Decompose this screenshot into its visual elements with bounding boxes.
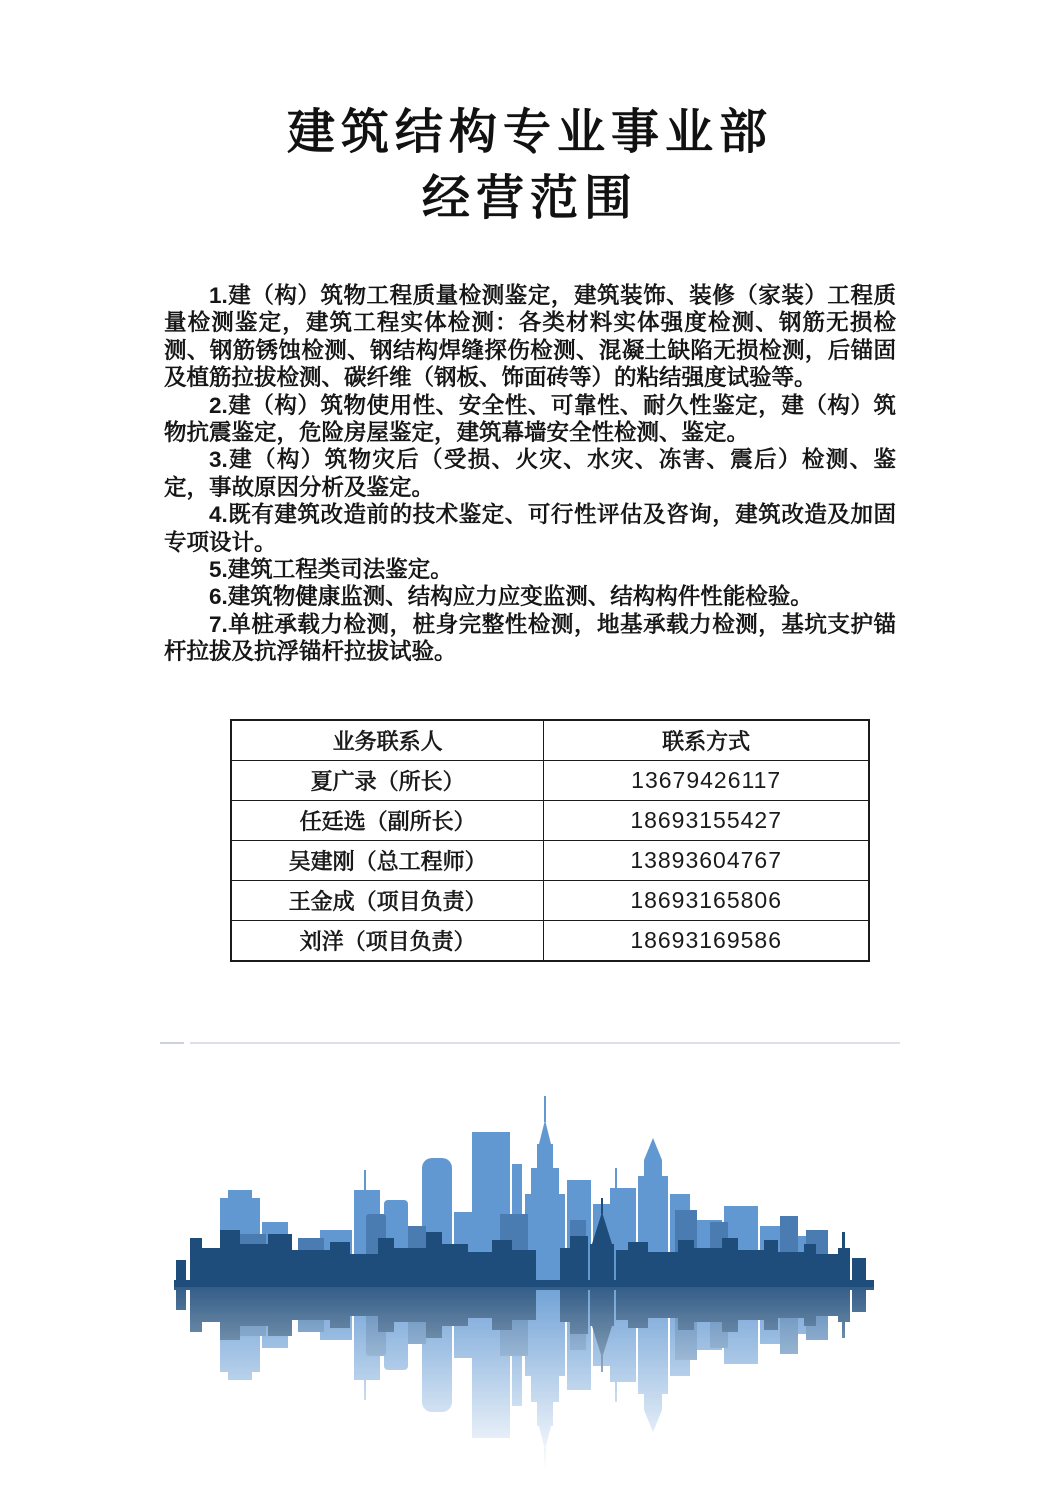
- scope-item-7: 7.单桩承载力检测，桩身完整性检测，地基承载力检测，基坑支护锚杆拉拔及抗浮锚杆拉拔试验。: [164, 611, 896, 665]
- table-row: [231, 880, 869, 920]
- contact-phone: 13679426117: [544, 760, 869, 800]
- contacts-table: [230, 719, 870, 962]
- scope-item-6: 6.建筑物健康监测、结构应力应变监测、结构构件性能检验。: [209, 584, 813, 610]
- contact-name: 夏广录（所长）: [231, 760, 544, 800]
- separator-line: [190, 1042, 900, 1044]
- scope-item-5: 5.建筑工程类司法鉴定。: [209, 557, 453, 583]
- city-skyline-svg: [170, 1072, 890, 1492]
- skyline-reflection: [174, 1283, 874, 1474]
- contact-phone: 18693169586: [544, 920, 869, 961]
- contact-name: 刘洋（项目负责）: [231, 920, 544, 961]
- header-contact-method: 联系方式: [544, 720, 869, 761]
- contact-phone: 13893604767: [544, 840, 869, 880]
- table-row: [231, 760, 869, 800]
- contact-name: 任廷选（副所长）: [231, 800, 544, 840]
- table-row: [231, 920, 869, 961]
- table-header-row: [231, 720, 869, 761]
- scope-item-4: 4.既有建筑改造前的技术鉴定、可行性评估及咨询，建筑改造及加固专项设计。: [164, 502, 896, 555]
- scope-item-3: 3.建（构）筑物灾后（受损、火灾、水灾、冻害、震后）检测、鉴定，事故原因分析及鉴定。: [164, 447, 896, 500]
- scope-item-1: 1.建（构）筑物工程质量检测鉴定，建筑装饰、装修（家装）工程质量检测鉴定，建筑工程实体检测：各类材料实体强度检测、钢筋无损检测、钢筋锈蚀检测、钢结构焊缝探伤检测、混凝土缺陷无损检测，后锚固及植筋拉拔检测、碳纤维（钢板、饰面砖等）的粘结强度试验等。: [164, 283, 896, 391]
- separator-line-left: [160, 1042, 184, 1044]
- contact-name: 吴建刚（总工程师）: [231, 840, 544, 880]
- table-row: [231, 800, 869, 840]
- title-line-1: 建筑结构专业事业部: [286, 106, 773, 159]
- header-contact-person: 业务联系人: [231, 720, 544, 761]
- contact-phone: 18693165806: [544, 880, 869, 920]
- table-row: [231, 840, 869, 880]
- page-title: [0, 0, 1060, 232]
- city-skyline-graphic: [170, 1072, 890, 1492]
- contact-phone: 18693155427: [544, 800, 869, 840]
- business-scope-list: [164, 282, 896, 666]
- title-line-2: 经营范围: [421, 172, 638, 225]
- contact-name: 王金成（项目负责）: [231, 880, 544, 920]
- scope-item-2: 2.建（构）筑物使用性、安全性、可靠性、耐久性鉴定，建（构）筑物抗震鉴定，危险房屋鉴定，建筑幕墙安全性检测、鉴定。: [164, 392, 896, 446]
